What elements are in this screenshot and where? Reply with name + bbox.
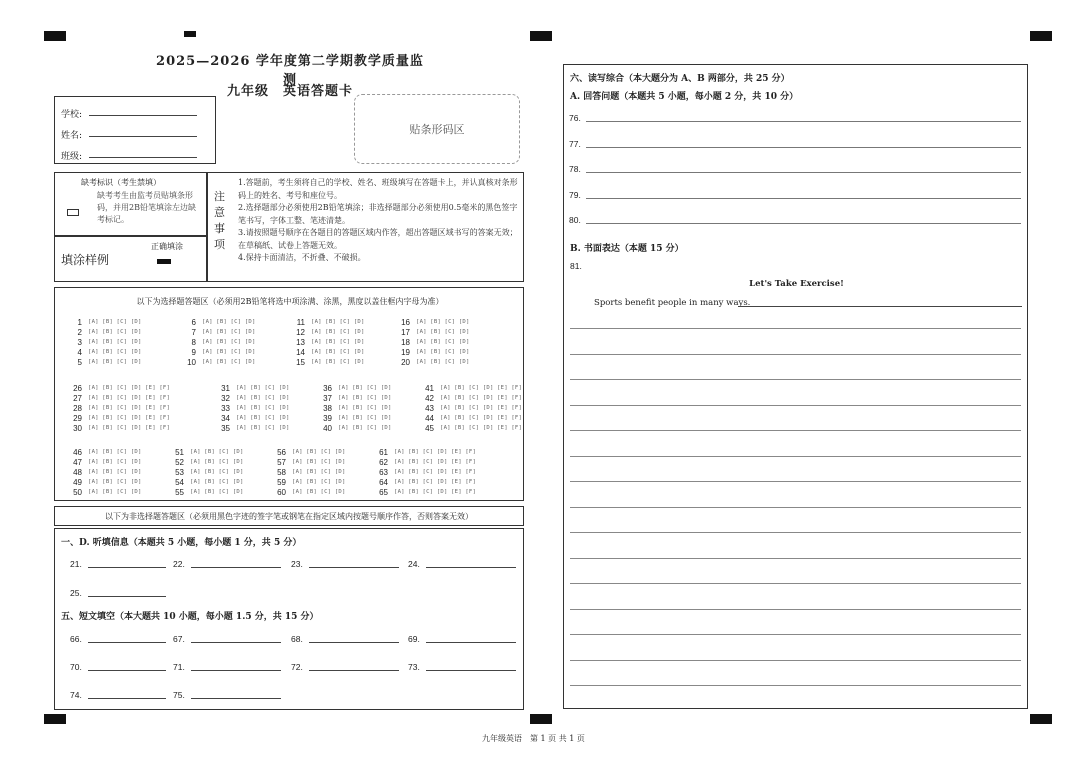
answer-number: 80.: [569, 215, 581, 225]
answer-number: 66.: [70, 634, 82, 644]
answer-number: 22.: [173, 559, 185, 569]
mc-question-number: 54: [175, 478, 184, 487]
mc-answer-bubbles[interactable]: [A] [B] [C] [D]: [416, 319, 470, 325]
mc-answer-bubbles[interactable]: [A] [B] [C] [D]: [88, 459, 142, 465]
registration-mark: [1030, 714, 1052, 724]
mc-question-number: 30: [73, 424, 82, 433]
mc-answer-bubbles[interactable]: [A] [B] [C] [D]: [190, 449, 244, 455]
answer-number: 70.: [70, 662, 82, 672]
class-label: 班级:: [61, 152, 83, 162]
mc-question-number: 55: [175, 488, 184, 497]
mc-question-number: 56: [277, 448, 286, 457]
answer-blank[interactable]: [309, 662, 399, 671]
mc-question-number: 27: [73, 394, 82, 403]
mc-answer-bubbles[interactable]: [A] [B] [C] [D]: [311, 329, 365, 335]
answer-number: 24.: [408, 559, 420, 569]
essay-start: Sports benefit people in many ways.: [594, 298, 751, 308]
answer-blank[interactable]: [191, 559, 281, 568]
mc-question-number: 46: [73, 448, 82, 457]
essay-line[interactable]: [570, 558, 1021, 559]
mc-answer-bubbles[interactable]: [A] [B] [C] [D]: [88, 329, 142, 335]
nonmc-instructions: 以下为非选择题答题区（必须用黑色字迹的签字笔或钢笔在指定区域内按题号顺序作答，否则答案无效）: [105, 511, 473, 521]
mc-question-number: 31: [221, 384, 230, 393]
mc-answer-bubbles[interactable]: [A] [B] [C] [D]: [88, 489, 142, 495]
mc-answer-bubbles[interactable]: [A] [B] [C] [D] [E] [F]: [394, 479, 477, 485]
answer-number: 23.: [291, 559, 303, 569]
mc-question-number: 39: [323, 414, 332, 423]
mc-answer-bubbles[interactable]: [A] [B] [C] [D]: [202, 349, 256, 355]
essay-line[interactable]: [570, 456, 1021, 457]
mc-question-number: 43: [425, 404, 434, 413]
mc-answer-bubbles[interactable]: [A] [B] [C] [D] [E] [F]: [440, 415, 523, 421]
mc-answer-bubbles[interactable]: [A] [B] [C] [D]: [292, 469, 346, 475]
mc-question-number: 6: [191, 318, 196, 327]
notice-list: [238, 177, 518, 265]
registration-mark: [184, 31, 196, 37]
barcode-area: [354, 94, 520, 164]
section-d-title: 一、D. 听填信息（本题共 5 小题，每小题 1 分，共 5 分）: [61, 538, 302, 548]
mc-question-number: 33: [221, 404, 230, 413]
answer-number: 67.: [173, 634, 185, 644]
name-label: 姓名:: [61, 131, 83, 141]
mc-answer-bubbles[interactable]: [A] [B] [C] [D]: [202, 339, 256, 345]
mc-question-number: 8: [191, 338, 196, 347]
student-info-box: [54, 96, 216, 164]
mc-question-number: 26: [73, 384, 82, 393]
mc-answer-bubbles[interactable]: [A] [B] [C] [D]: [88, 319, 142, 325]
essay-line[interactable]: [570, 634, 1021, 635]
mc-answer-bubbles[interactable]: [A] [B] [C] [D] [E] [F]: [88, 405, 171, 411]
mc-answer-bubbles[interactable]: [A] [B] [C] [D]: [311, 339, 365, 345]
answer-blank[interactable]: [191, 634, 281, 643]
answer-number: 76.: [569, 113, 581, 123]
mc-answer-bubbles[interactable]: [A] [B] [C] [D]: [88, 479, 142, 485]
mc-answer-bubbles[interactable]: [A] [B] [C] [D]: [338, 385, 392, 391]
mc-question-number: 5: [77, 358, 82, 367]
mc-question-number: 47: [73, 458, 82, 467]
mc-question-number: 61: [379, 448, 388, 457]
essay-line[interactable]: [570, 685, 1021, 686]
exam-title: 2025—2026 学年度第二学期教学质量监测: [156, 54, 424, 88]
mc-answer-bubbles[interactable]: [A] [B] [C] [D]: [88, 469, 142, 475]
essay-line[interactable]: [570, 609, 1021, 610]
essay-line[interactable]: [570, 405, 1021, 406]
mc-answer-bubbles[interactable]: [A] [B] [C] [D] [E] [F]: [394, 449, 477, 455]
mc-answer-bubbles[interactable]: [A] [B] [C] [D]: [202, 319, 256, 325]
essay-line[interactable]: [570, 532, 1021, 533]
reading-writing-area: [563, 64, 1028, 709]
essay-line[interactable]: [570, 660, 1021, 661]
mc-answer-bubbles[interactable]: [A] [B] [C] [D]: [416, 339, 470, 345]
mc-answer-bubbles[interactable]: [A] [B] [C] [D] [E] [F]: [440, 385, 523, 391]
mc-answer-bubbles[interactable]: [A] [B] [C] [D]: [236, 385, 290, 391]
mc-question-number: 14: [296, 348, 305, 357]
registration-mark: [530, 31, 552, 41]
mc-question-number: 52: [175, 458, 184, 467]
mc-question-number: 65: [379, 488, 388, 497]
answer-number: 21.: [70, 559, 82, 569]
mc-question-number: 38: [323, 404, 332, 413]
mc-answer-bubbles[interactable]: [A] [B] [C] [D]: [236, 405, 290, 411]
mc-question-number: 60: [277, 488, 286, 497]
mc-answer-bubbles[interactable]: [A] [B] [C] [D]: [416, 349, 470, 355]
mc-question-number: 37: [323, 394, 332, 403]
answer-number: 77.: [569, 138, 581, 149]
mc-question-number: 29: [73, 414, 82, 423]
answer-line[interactable]: [586, 223, 1021, 224]
answer-blank[interactable]: [309, 559, 399, 568]
mc-question-number: 41: [425, 384, 434, 393]
mc-question-number: 50: [73, 488, 82, 497]
mc-answer-bubbles[interactable]: [A] [B] [C] [D] [E] [F]: [394, 489, 477, 495]
mc-question-number: 2: [77, 328, 82, 337]
notice-item: 3.请按照题号顺序在各题目的答题区域内作答，超出答题区域书写的答案无效；在草稿纸、试卷上答题无效。: [238, 228, 518, 250]
mc-answer-bubbles[interactable]: [A] [B] [C] [D]: [88, 349, 142, 355]
mc-answer-bubbles[interactable]: [A] [B] [C] [D]: [88, 359, 142, 365]
mc-question-number: 42: [425, 394, 434, 403]
mc-answer-bubbles[interactable]: [A] [B] [C] [D]: [292, 479, 346, 485]
notice-item: 1.答题前，考生须将自己的学校、姓名、班级填写在答题卡上，并认真核对条形码上的姓名、考号和座位号。: [238, 178, 518, 200]
answer-blank[interactable]: [88, 588, 166, 597]
mc-question-number: 16: [401, 318, 410, 327]
mc-question-number: 13: [296, 338, 305, 347]
mc-answer-bubbles[interactable]: [A] [B] [C] [D]: [236, 395, 290, 401]
answer-blank[interactable]: [191, 662, 281, 671]
absent-checkbox[interactable]: [67, 209, 79, 216]
absent-box: [54, 172, 207, 236]
mc-question-number: 58: [277, 468, 286, 477]
mc-question-number: 32: [221, 394, 230, 403]
mc-question-number: 45: [425, 424, 434, 433]
answer-number: 25.: [70, 588, 82, 598]
mc-answer-bubbles[interactable]: [A] [B] [C] [D]: [292, 449, 346, 455]
registration-mark: [44, 714, 66, 724]
essay-line[interactable]: [570, 354, 1021, 355]
mc-question-number: 9: [191, 348, 196, 357]
card-title: 九年级 英语答题卡: [226, 84, 353, 99]
answer-blank[interactable]: [88, 662, 166, 671]
mc-question-number: 12: [296, 328, 305, 337]
section-6-title: 六、读写综合（本大题分为 A、B 两部分，共 25 分）: [570, 74, 790, 84]
mc-question-number: 1: [77, 318, 82, 327]
mc-question-number: 7: [191, 328, 196, 337]
mc-answer-bubbles[interactable]: [A] [B] [C] [D] [E] [F]: [88, 395, 171, 401]
mc-question-number: 63: [379, 468, 388, 477]
school-field[interactable]: [89, 107, 197, 116]
mc-answer-bubbles[interactable]: [A] [B] [C] [D] [E] [F]: [394, 459, 477, 465]
mc-answer-bubbles[interactable]: [A] [B] [C] [D] [E] [F]: [440, 425, 523, 431]
mc-question-number: 20: [401, 358, 410, 367]
mc-answer-bubbles[interactable]: [A] [B] [C] [D]: [311, 319, 365, 325]
page-footer: 九年级英语 第 1 页 共 1 页: [482, 734, 585, 743]
part-a-title: A. 回答问题（本题共 5 小题，每小题 2 分，共 10 分）: [570, 92, 799, 102]
answer-blank[interactable]: [426, 559, 516, 568]
name-field[interactable]: [89, 128, 197, 137]
notice-box: [207, 172, 524, 282]
essay-line[interactable]: [570, 583, 1021, 584]
mc-answer-bubbles[interactable]: [A] [B] [C] [D] [E] [F]: [88, 425, 171, 431]
mc-answer-bubbles[interactable]: [A] [B] [C] [D]: [311, 359, 365, 365]
nonmc-header: [54, 506, 524, 526]
mc-question-number: 28: [73, 404, 82, 413]
mc-answer-bubbles[interactable]: [A] [B] [C] [D] [E] [F]: [440, 405, 523, 411]
mc-question-number: 10: [187, 358, 196, 367]
mc-answer-bubbles[interactable]: [A] [B] [C] [D]: [338, 415, 392, 421]
mc-question-number: 51: [175, 448, 184, 457]
mc-question-number: 57: [277, 458, 286, 467]
sample-label: 填涂样例: [61, 253, 110, 267]
mc-question-number: 17: [401, 328, 410, 337]
question-81-number: 81.: [570, 261, 582, 271]
class-field[interactable]: [89, 149, 197, 158]
answer-blank[interactable]: [426, 634, 516, 643]
mc-answer-bubbles[interactable]: [A] [B] [C] [D]: [416, 359, 470, 365]
answer-number: 72.: [291, 662, 303, 672]
barcode-label: 贴条形码区: [409, 123, 465, 136]
answer-blank[interactable]: [426, 662, 516, 671]
essay-line[interactable]: [570, 430, 1021, 431]
mc-answer-bubbles[interactable]: [A] [B] [C] [D]: [416, 329, 470, 335]
mc-question-number: 53: [175, 468, 184, 477]
answer-blank[interactable]: [191, 690, 281, 699]
mc-answer-bubbles[interactable]: [A] [B] [C] [D]: [236, 425, 290, 431]
mc-answer-bubbles[interactable]: [A] [B] [C] [D]: [190, 489, 244, 495]
mc-answer-bubbles[interactable]: [A] [B] [C] [D]: [88, 339, 142, 345]
answer-number: 69.: [408, 634, 420, 644]
mc-question-number: 35: [221, 424, 230, 433]
sample-box: [54, 236, 207, 282]
registration-mark: [1030, 31, 1052, 41]
part-b-title: B. 书面表达（本题 15 分）: [570, 244, 684, 254]
mc-answer-bubbles[interactable]: [A] [B] [C] [D]: [292, 489, 346, 495]
mc-question-number: 4: [77, 348, 82, 357]
notice-item: 2.选择题部分必须使用2B铅笔填涂；非选择题部分必须使用0.5毫米的黑色签字笔书写，字体工整、笔迹清楚。: [238, 203, 518, 225]
mc-answer-bubbles[interactable]: [A] [B] [C] [D] [E] [F]: [88, 415, 171, 421]
absent-title: 缺考标识（考生禁填）: [81, 178, 161, 187]
mc-instructions: 以下为选择题答题区（必须用2B铅笔将选中项涂满、涂黑，黑度以盖住框内字母为准）: [136, 297, 444, 306]
mc-question-number: 15: [296, 358, 305, 367]
answer-number: 79.: [569, 189, 581, 200]
essay-line[interactable]: [570, 481, 1021, 482]
answer-number: 74.: [70, 690, 82, 700]
answer-blank[interactable]: [88, 559, 166, 568]
mc-answer-bubbles[interactable]: [A] [B] [C] [D]: [190, 459, 244, 465]
school-label: 学校:: [61, 110, 83, 120]
mc-question-number: 49: [73, 478, 82, 487]
answer-blank[interactable]: [88, 634, 166, 643]
answer-number: 68.: [291, 634, 303, 644]
mc-answer-bubbles[interactable]: [A] [B] [C] [D]: [88, 449, 142, 455]
mc-answer-bubbles[interactable]: [A] [B] [C] [D]: [338, 395, 392, 401]
answer-line[interactable]: [586, 147, 1021, 148]
answer-blank[interactable]: [88, 690, 166, 699]
correct-fill-label: 正确填涂: [151, 242, 183, 251]
mc-question-number: 44: [425, 414, 434, 423]
mc-answer-bubbles[interactable]: [A] [B] [C] [D]: [236, 415, 290, 421]
section-5-title: 五、短文填空（本大题共 10 小题，每小题 1.5 分，共 15 分）: [61, 612, 319, 622]
answer-number: 75.: [173, 690, 185, 700]
essay-line[interactable]: [570, 328, 1021, 329]
mc-answer-bubbles[interactable]: [A] [B] [C] [D]: [338, 405, 392, 411]
mc-answer-bubbles[interactable]: [A] [B] [C] [D]: [311, 349, 365, 355]
mc-question-number: 40: [323, 424, 332, 433]
answer-number: 78.: [569, 164, 581, 174]
correct-fill-mark: [157, 259, 171, 264]
mc-answer-bubbles[interactable]: [A] [B] [C] [D]: [338, 425, 392, 431]
essay-title: Let's Take Exercise!: [749, 279, 844, 289]
mc-answer-bubbles[interactable]: [A] [B] [C] [D]: [202, 329, 256, 335]
mc-question-number: 34: [221, 414, 230, 423]
notice-item: 4.保持卡面清洁，不折叠、不破损。: [238, 253, 366, 262]
registration-mark: [44, 31, 66, 41]
mc-answer-bubbles[interactable]: [A] [B] [C] [D]: [202, 359, 256, 365]
mc-answer-bubbles[interactable]: [A] [B] [C] [D]: [292, 459, 346, 465]
mc-question-number: 11: [296, 318, 305, 327]
mc-question-number: 64: [379, 478, 388, 487]
mc-question-number: 3: [77, 338, 82, 347]
essay-line[interactable]: [570, 507, 1021, 508]
notice-heading: 注 意 事 项: [214, 190, 225, 251]
mc-answer-bubbles[interactable]: [A] [B] [C] [D]: [190, 479, 244, 485]
mc-answer-bubbles[interactable]: [A] [B] [C] [D] [E] [F]: [440, 395, 523, 401]
answer-line[interactable]: [586, 172, 1021, 173]
mc-answer-bubbles[interactable]: [A] [B] [C] [D]: [190, 469, 244, 475]
essay-line[interactable]: [570, 379, 1021, 380]
fill-in-area: [54, 528, 524, 710]
mc-question-number: 59: [277, 478, 286, 487]
essay-first-line[interactable]: [738, 298, 1022, 307]
mc-question-number: 19: [401, 348, 410, 357]
answer-number: 71.: [173, 662, 185, 672]
mc-question-number: 48: [73, 468, 82, 477]
mc-question-number: 18: [401, 338, 410, 347]
mc-question-number: 36: [323, 384, 332, 393]
mc-question-number: 62: [379, 458, 388, 467]
answer-number: 73.: [408, 662, 420, 672]
answer-line[interactable]: [586, 198, 1021, 199]
answer-blank[interactable]: [309, 634, 399, 643]
answer-line[interactable]: [586, 121, 1021, 122]
absent-text: 缺考考生由监考员贴填条形码，并用2B铅笔填涂左边缺考标记。: [97, 191, 196, 224]
mc-answer-bubbles[interactable]: [A] [B] [C] [D] [E] [F]: [394, 469, 477, 475]
registration-mark: [530, 714, 552, 724]
mc-answer-bubbles[interactable]: [A] [B] [C] [D] [E] [F]: [88, 385, 171, 391]
